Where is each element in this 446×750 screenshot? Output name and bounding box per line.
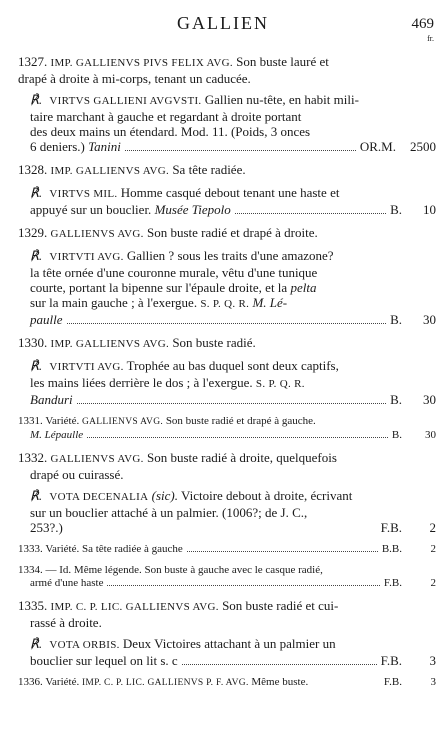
reverse-description: la tête ornée d'une couronne murale, vêtu d'une tunique [30,265,318,280]
entry-number: 1328. [18,162,48,177]
page-number: 469 [411,16,434,32]
reverse-legend: VIRTVS GALLIENI AVGVSTI. [49,95,202,107]
obverse-description: Son buste lauré et [236,54,329,69]
reverse-symbol: ℟. [30,92,43,107]
obverse-description: Son buste radié et drapé à droite. [146,225,318,240]
entry-number: 1334. [18,564,43,576]
exergue-legend: S. P. Q. R. [200,298,250,310]
obverse-description: Son buste radié et cui- [222,598,339,613]
page-header [0,10,446,43]
reverse-description: taire marchant à gauche et regardant à droite portant [30,109,302,124]
obverse-legend: IMP. C. P. LIC. GALLIENVS P. F. AVG. [81,678,249,688]
variety-label: Variété. [45,543,80,555]
rarity: B. [390,392,402,407]
obverse-legend: GALLIENVS AVG. [81,417,164,427]
price: 2 [429,520,436,535]
leader-dots [187,551,378,552]
coin-entry-1336 [18,676,436,690]
provenance: Musée Tiepolo [154,202,231,217]
leader-dots [125,150,356,151]
leader-dots [312,684,380,685]
exergue-legend: S. P. Q. R. [255,378,305,390]
price-row [18,676,436,690]
coin-entry-1334 [18,564,436,590]
reverse-description: Deux Victoires attachant à un palmier un [122,636,336,651]
leader-dots [87,437,388,438]
obverse-description: Son buste radié à droite, quelquefois [146,450,337,465]
description: Sa tête radiée à gauche [81,543,183,555]
reverse-symbol: ℟. [30,636,43,651]
reverse-legend: VOTA ORBIS. [49,639,120,651]
obverse-description: Son buste radié et drapé à gauche. [165,415,316,427]
reverse-symbol: ℟. [30,488,43,503]
coin-entry-1329 [18,225,436,327]
obverse-legend: GALLIENVS AVG. [50,228,144,240]
rarity: OR.M. [359,139,396,154]
price: 2500 [410,139,436,154]
reverse-description: sur un bouclier attaché à un palmier. (1006?; de J. C., [30,505,308,520]
reverse-description: Gallien nu-tête, en habit mili- [204,92,359,107]
reverse-block [18,488,436,535]
price: 3 [430,676,436,688]
price-row [30,392,436,407]
obverse-legend: IMP. C. P. LIC. GALLIENVS AVG. [50,601,219,613]
reverse-symbol: ℟. [30,248,43,263]
price: 10 [423,202,436,217]
reverse-description: bouclier sur lequel on lit s. c [30,653,178,668]
reverse-block [18,358,436,407]
provenance: paulle [30,312,63,327]
entry-number: 1333. [18,543,43,555]
idem-label: — Id. [45,564,72,576]
description: armé d'une haste [30,577,104,589]
coin-entry-1333 [18,543,436,556]
entry-number: 1327. [18,54,48,69]
coin-entry-1335 [18,598,436,668]
running-title: GALLIEN [177,13,269,33]
provenance: M. Lépaulle [30,429,84,441]
variety-label: Variété. [45,415,80,427]
reverse-description: des deux mains un étendard. Mod. 11. (Poids, 3 onces [30,124,311,139]
price-row [30,202,436,217]
provenance: Tanini [88,139,121,154]
coin-entries [18,54,436,698]
price-row [30,312,436,327]
rarity: F.B. [383,577,402,589]
price-row [18,577,436,590]
price: 30 [425,429,436,441]
entry-number: 1332. [18,450,48,465]
sic-note: (sic). [151,488,178,503]
reverse-block [18,185,436,217]
price: 2 [430,577,436,589]
rarity: B. [390,312,402,327]
provenance: Banduri [30,392,73,407]
obverse-description: Son buste radié. [172,335,256,350]
reverse-description: sur la main gauche ; à l'exergue. [30,295,198,310]
provenance: M. Lé- [252,295,288,310]
reverse-description: les mains liées derrière le dos ; à l'exergue. [30,375,253,390]
entry-number: 1330. [18,335,48,350]
price-row [30,520,436,535]
reverse-block [18,92,436,154]
leader-dots [77,403,386,404]
reverse-block [18,636,436,668]
leader-dots [182,664,377,665]
description: Même légende. Son buste à gauche avec le casque radié, [73,564,323,576]
entry-number: 1331. [18,415,43,427]
price: 3 [429,653,436,668]
reverse-legend: VIRTVS MIL. [49,188,118,200]
obverse-description: rassé à droite. [30,615,102,630]
obverse-legend: IMP. GALLIENVS AVG. [50,338,170,350]
currency-unit: fr. [427,34,434,43]
reverse-legend: VOTA DECENALIA [49,491,149,503]
obverse-description: Sa tête radiée. [172,162,246,177]
reverse-description: Victoire debout à droite, écrivant [180,488,353,503]
leader-dots [107,585,379,586]
entry-number: 1335. [18,598,48,613]
variety-label: Variété. [45,676,80,688]
description: Même buste. [251,676,309,688]
price: 30 [423,312,436,327]
price-row [18,429,436,442]
rarity: B. [390,202,402,217]
obverse-description: drapé ou cuirassé. [30,467,124,482]
coin-entry-1330 [18,335,436,407]
obverse-legend: IMP. GALLIENVS PIVS FELIX AVG. [50,57,233,69]
reverse-legend: VIRTVTI AVG. [49,251,124,263]
coin-entry-1331 [18,415,436,442]
reverse-block [18,248,436,327]
rarity: F.B. [383,676,402,688]
leader-dots [67,323,387,324]
coin-entry-1328 [18,162,436,217]
coin-entry-1327 [18,54,436,154]
price-row [30,139,436,154]
obverse-legend: IMP. GALLIENVS AVG. [50,165,170,177]
reverse-description: 6 deniers.) [30,139,85,154]
rarity: B.B. [381,543,402,555]
entry-number: 1336. [18,676,43,688]
rarity: B. [391,429,402,441]
coin-entry-1332 [18,450,436,535]
reverse-symbol: ℟. [30,358,43,373]
price: 30 [423,392,436,407]
reverse-description: Trophée au bas duquel sont deux captifs, [126,358,339,373]
reverse-description: 253?.) [30,520,63,535]
reverse-legend: VIRTVTI AVG. [49,361,124,373]
reverse-term: pelta [290,280,317,295]
rarity: F.B. [380,653,402,668]
entry-number: 1329. [18,225,48,240]
reverse-description: appuyé sur un bouclier. [30,202,152,217]
reverse-symbol: ℟. [30,185,43,200]
reverse-description: Gallien ? sous les traits d'une amazone? [126,248,334,263]
price-row [30,653,436,668]
rarity: F.B. [380,520,402,535]
leader-dots [67,531,377,532]
reverse-description: courte, portant la bipenne sur l'épaule droite, et la [30,280,288,295]
obverse-legend: GALLIENVS AVG. [50,453,144,465]
obverse-line: drapé à droite à mi-corps, tenant un caducée. [18,71,251,86]
price-row [18,543,436,556]
reverse-description: Homme casqué debout tenant une haste et [120,185,340,200]
obverse-line [18,54,436,71]
price: 2 [430,543,436,555]
leader-dots [235,213,386,214]
